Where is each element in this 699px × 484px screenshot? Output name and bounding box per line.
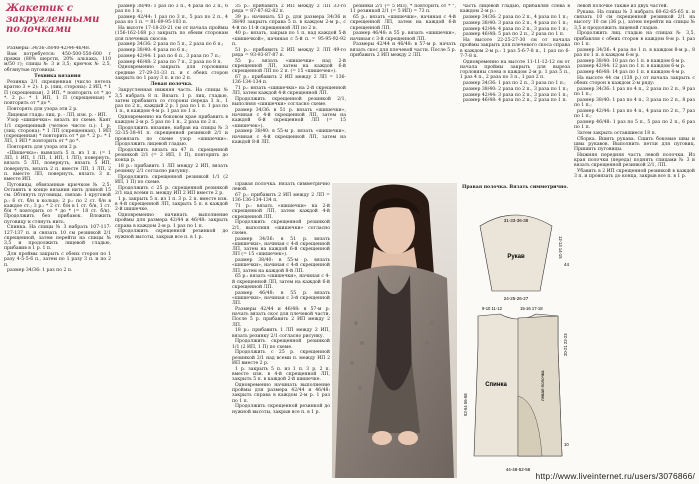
paragraph: размер 46/48: 5 раз по 2 п., 2 раза по 1 п. [463,32,565,38]
paragraph: Продолжить скрещенной резинкой 2/1, выполняя «шишечки» согласно схеме. [232,96,346,107]
bottom-width-dim: 44-48-52-56 [505,467,531,472]
paragraph: размер 34/36: 1 раз по 4 п., 2 раза по 2 п., 9 раз по 1 п.; [574,86,695,97]
paragraph: размер 42/44: 12 раз по 1 п. в каждом 6-м р. [577,64,686,70]
paragraph: Для проймы закрыть с обеих сторон по 1 разу 4-5-5-6 п., затем по 1 разу 3 п. и по 2 п. [4,252,111,268]
paragraph: Закругленная нижняя часть. На спицы № 3,5 набрать 8 п. Вязать 1 р. лиц. гладью, затем прибавить со стороны переда 3 п., 1 раз по 2 п., каждый 2 р. 1 раз по 1 п. 1 раз по 1 п., в каждом 4-м р. 1 раз по 1 п. [115,88,228,115]
paragraph: Убавить в 2 ИП скрещенной резинкой в каждой 3 п. и провязать до конца, закрыв все п. в 1 р. [574,169,695,180]
technique-heading: Техника вязания [34,73,81,79]
paragraph: 18 р.: прибавить 1 ЛП между 2 ИП, вязать резинку 2/1 согласно рисунку. [232,328,330,339]
paragraph: Пуговицы, обвязанные крючком № 2,5: Оставить в конце вязания нить длиной 15 см. Обтянуть пуговицы, связав: 1 круговой р.: 6 ст. б/н в кольцо; 2 р.: по 2 ст. б/н в каждое ст.; 3 р.: * 2 ст. б/н в 1 ст. б/н, 1 ст. б/н * повторить от * до * (= 18 ст. б/н). Продолжить без прибавок. Вложить пуговицу и стянуть нить. [4,182,111,225]
sleeve-height-dim: 44 [564,262,570,267]
pattern-diagram-svg [460,196,570,478]
paragraph: 67 р.: прибавить 2 ИП между 2 ЛП = 136-136-134-134 п. [232,193,330,204]
paragraph: Продолжить скрещенной резинкой до нужной высоты, закрыв все п. в 1 р. [232,404,330,415]
paragraph: Одновременно на высоте 11-11-12-12 см от начала проймы закрыть для выреза горловины слева в каждом 2-м р. 1 раз 5 п., 1 раз 4 п., 2 раза по 3 п., 1 раз 2 п. [460,59,570,81]
paragraph: Узор «шишечки»: вязать по схеме. Кант 1/1 скрещенный (четное число п.): 1 р. (лиц. сторона): * 1 ЛП (скрещенная), 1 ИП (скрещенная) * повторить от * до *. 2 р.: * 1 ЛП, 1 ИП * повторить от * до *. [4,118,111,145]
paragraph: размер 34/36: 1 раз по 2 п. [7,268,73,274]
paragraph: Резинка 2/1 скрещенная (число петель кратно 3 + 2): 1 р. (лиц. сторона): 2 ИП, * 1 П (скрещенная), 2 ИП, * повторить от * до *. 2 р.: * 1 ИП, 1 П (скрещенная) * повторить от * до *. [4,80,111,106]
paragraph: 67 р.: прибавить 2 ИП между 2 ЛП = 136-136-134-134 п. [232,74,346,85]
paragraph: Правая полочка. Вязать симметрично. [462,185,568,190]
paragraph: размер 38/40: 1 раз по 4 п., 3 раза по 2 п., 8 раз по 1 п.; [574,97,695,108]
paragraph: Спинка. На спицы № 3 набрать 107-117-127-137 п. и связать 10 см резинкой 2/1 скрещенной, затем перейти на спицы № 3,5 и продолжить лицевой гладью, прибавив в 1 р. 1 п. [4,225,111,252]
paragraph: размер 46/48: в 55 р. вязать «шишечки», начиная с 3-й скрещенной ЛП. [232,290,330,306]
paragraph: размер 34/36: 4 раза по 1 п. в каждом 8-м р., 8 раз по 1 п. в каждом 6-м р. [574,47,695,58]
paragraph: размер 42/44: 3 раза по 2 п., 3 раза по 1 п.; [463,92,569,98]
paragraph: 51 р.: прибавить 2 ИП между 2 ЛП 49-го ряда = 93-93-87-87 п. [232,47,346,58]
paragraph: Продолжить скрещенной резинкой 1/1 (2 ИП, 1 П) по схеме. [115,174,228,185]
paragraph: 1 р. закрыть 5 п. из 1 п. 3 р. 2 п. вместе изн. в 4-й скрещенной ЛП, закрыть 5 п. в каждой 2-й шишечке. [115,196,228,213]
paragraph: 71 р.: вязать «шишечки» на 2-й скрещенной ЛП, затем каждой 4-й скрещенной ЛП. [232,85,346,96]
paragraph: размер 46/48: 14 раз по 1 п. в каждом 4-м р. [577,70,686,75]
paragraph: Продолжить с 25 р. скрещенной резинкой 2/1 над всеми п. между ИП 2 ИП вместе 2 р. [232,350,330,366]
pattern-diagram [460,196,570,478]
model-photo [332,183,457,478]
paragraph: размер 46/48: 4 раза по 2 п., 2 раза по 1 п. [463,98,567,104]
paragraph: Продолжить скрещенной резинкой 1/1 (2 ИП, 1 П) по схеме. [232,339,330,350]
back-label: Спинка [485,382,507,388]
sleeve-top-dim: 31-33-36-38 [503,218,529,223]
armhole-dim: 20-21 22-23 [563,333,568,356]
front-label: левая полочка [540,370,545,401]
paragraph: размер 46/48: 2 раза по 7 п., 2 раза по 8 п. [118,59,222,65]
section-heading: Левая полочка. [150,82,193,87]
paragraph: Одновременно начинать выполнение проймы для размера 42/44 и 46/48: закрыть справа в каждом 2-м р. 1 раз по 1 п. [232,382,330,404]
paragraph: 65 р.: вязать «шишечки», начиная с 4-й скрещенной ЛП, затем на каждой 6-й скрещенной ЛП. [232,274,330,290]
paragraph: размер 42/44: 1 раз по 4 п., 4 раза по 2 п., 7 раз по 1 п.; [574,108,695,119]
photo-illustration [332,183,457,478]
paragraph: Нижняя передняя часть левой полочки. Из края полочки (переда) поднять спицами № 3 и вязать скрещенной резинкой 2/1, ЛП. [574,152,695,169]
paragraph: размер 46/48: в 55 р. вязать «шишечки», начиная с 3-й скрещенной ЛП. [350,31,456,42]
paragraph: размер 34/36: в 51 р. вязать «шишечки», начиная с 4-й скрещенной ЛП, затем на каждой 6-й скрещенной ЛП (= 15 «шишечек»). [232,236,330,258]
paragraph: Одновременно закрыть для горловины средние 27-29-31-33 п. и с обеих сторон закрыть по 1 разу 3 п. и по 2 п. [115,65,228,81]
paragraph: 35 р.: прибавить 2 ИП между 2 ЛП 33-го ряда = 87-87-82-82 п. [232,4,346,15]
back-neck-dim: 15-16 17-18 [520,306,543,311]
paragraph: размер 38/40: 2 раза по 2 п., 3 раза по 1 п.; [463,86,569,92]
column-6 [574,4,695,478]
paragraph: Повторять для узора эти 2 р. [7,145,78,150]
column-5 [460,4,570,184]
paragraph: 65 р.: вязать «шишечки», начиная с 4-й скрещенной ЛП, затем на каждой 6-й скрещенной ЛП. [350,15,456,31]
materials-text: Вам потребуется: 450-500-550-600 г пряжи (80% шерсти, 20% альпака, 110 м/50 г); спицы № 3 и 3,5; крючок № 2,5, обтянутые пуговицы. [4,51,111,73]
column-3 [232,4,346,179]
column-2 [115,4,228,472]
paragraph: Рукава. На спицы № 3 набрать 60-62-65-65 п. и связать 10 см скрещенной резинкой 2/1 на высоту 10 см (36 р.), затем перейти на спицы № 3,5 и продолжить лицевой гладью. [574,9,695,31]
paragraph: 39 р.: начинать 53 р. для размера 34/36 и 38/40 закрыть справа 5 п. в каждом 2-м р., с 4-й по 11-й скрещенной ЛП по 2 п. [232,15,346,31]
paragraph: размер 42/44: 1 раз по 6 п., 3 раза по 7 п.; [118,53,221,59]
sleeve-shape [480,215,552,291]
paragraph: 55 р.: вязать «шишечки» над 2-й скрещенной ЛП, затем на каждой 6-й скрещенной ЛП по 2 п. (= 15 «шишечек»). [232,58,346,74]
paragraph: 71 р.: вязать «шишечки» на 2-й скрещенной ЛП, затем каждой 4-й скрещенной ЛП. [232,204,330,220]
paragraph: размер 38/40: 4 раза по 6 п.; [118,48,188,53]
source-url-watermark: http://www.liveinternet.ru/users/3076866/ [535,471,695,481]
paragraph: Одновременно начинать выполнение проймы для размера 42/44 и 46/48: закрыть справа в каждом 2-м р. 1 раз по 1 п. [115,213,228,229]
paragraph: размер 38/40: в 55-м р. вязать «шишечки», начиная с 4-й скрещенной ЛП, затем на каждой 8-й ЛП. [232,258,330,274]
sizes-text: Размеры: 34/36-38/40-42/44-46/48. [7,46,91,51]
paragraph: Затем закрыть оставшиеся 18 п. [577,130,657,136]
paragraph: размер 34/36: 2 раза по 2 п., 4 раза по 1 п.; [463,15,569,20]
paragraph: левой полочке также из двух частей. [577,4,668,9]
paragraph: Продолжить с 25 р. скрещенной резинкой 2/1 над всеми п. между ИП 2 ИП вместе 2 р. [115,185,228,196]
back-shoulder-dim: 9-10 11-12 [482,306,502,311]
column-1 [4,46,111,478]
paragraph: часть лицевой гладью, прибавляя слева в каждом 2-м р.: [460,4,570,15]
body-height-dim: 52-54 56-58 [463,393,468,416]
sleeve-side-dim: 12-13 14-15 [558,236,563,259]
paragraph: размер 38/40: 10 раз по 1 п. в каждом 6-м р. [577,58,686,64]
column-3-lower [232,182,330,474]
paragraph: размер 34/36: 1 раз по 2 п., 3 раза по 1 п.; [463,81,566,86]
paragraph: Лицевая гладь: лиц. р. - ЛП, изн. р. - ИП. [7,112,108,118]
paragraph: Размеры 42/44 и 46/48: в 57-м р. начать вязать скос для плечевой части. После 5 р. прибавить 2 ИП между 2 ЛП. [232,306,330,328]
paragraph: На высоте 44 см (138 р.) от начала закрыть с обеих сторон в каждом 2-м ряду: [574,75,695,86]
paragraph: Продолжить лиц. гладью на спицах № 3,5, прибавляя с обеих сторон в каждом 8-м р. 1 раз по 1 п. [574,31,695,47]
paragraph: размер 38/40: в 55-м р. вязать «шишечки», начиная с 4-й скрещенной ЛП, затем на каждой 8-й ЛП. [232,129,346,145]
paragraph: Одновременно на боковом крае прибавить в каждом 2-м р. 5 раз по 1 п., 2 раза по 2 п. [115,115,228,126]
paragraph: Размеры 42/44 и 46/48: в 57-м р. начать вязать скос для плечевой части. После 5 р. прибавить 2 ИП между 2 ЛП. [350,42,456,58]
paragraph: размер 46/48: 1 раз по 5 п., 5 раз по 2 п., 6 раз по 1 п. [574,119,695,130]
paragraph: Правая полочка. Вязать симметрично левой. [232,182,330,193]
paragraph: резинки 2/1 (= 5 ИП), * повторить от * ", 11 резинкой 2/1 (= 5 ИП) = 73 п. [350,4,456,15]
paragraph: размер 42/44: 4 раза по 2 п., 3 раза по 1 п.; [463,26,569,32]
paragraph: Сборка. Вшить рукава. Сшить боковые швы и швы рукавов. Выполнить петли для пуговиц. Пришить пуговицы. [574,136,695,152]
paragraph: размер 34/36: 2 раза по 5 п., 2 раза по 6 п.; [118,42,224,48]
paragraph: размер 38/40: 1 раз по 3 п., 4 раза по 2 п., 6 раз по 1 п.; [115,4,228,15]
column-4 [350,4,456,179]
cuff-dim: 10 [564,442,569,447]
paragraph: Продолжить скрещенной резинкой 2/1, выполняя «шишечки» согласно схеме. [232,220,330,236]
page-title: Жакетик с закругленными полочками [6,3,100,35]
paragraph: На высоте 22-25-27-30 см от начала проймы закрыть для плечевого скоса справа в каждом 2-м р.: 1 раз 5-6-7-8 п., 1 раз по 6-7-7-8 п. [460,38,570,59]
paragraph: 18 р.: прибавить 1 ЛП между 2 ИП, вязать резинку 2/1 согласно рисунку. [115,163,228,174]
paragraph: Продолжить скрещенной резинкой до нужной высоты, закрыв все п. в 1 р. [115,229,228,240]
paragraph: 1 р. закрыть 5 п. из 1 п. 3 р. 2 п. вместе изн. в 4-й скрещенной ЛП, закрыть 5 п. в каждой 2-й шишечке. [232,366,330,382]
paragraph: 40 р.: вязать, закрыв по 1 п. над каждой 5-й «шишечкой», начиная с 5-й п. = 95-95-92-92 п. [232,31,346,47]
paragraph: Продолжить вязание, набрав на спицы № 3 32-35-38-41 п. скрещенной резинкой 2/1 и провязать по схеме узор «шишечки». Продолжить лицевой гладью. [115,126,228,147]
paragraph: размер 42/44: 1 раз по 3 п., 5 раз по 2 п., 4 раза по 1 п. = 81-89-95-103 п. [115,15,228,26]
paragraph: размер 38/40: 3 раза по 2 п., 4 раза по 1 п.; [463,20,569,26]
paragraph: На высоте 17-18-20-21 см от начала проймы (156-162-168 р.) закрыть по обеим сторонам для плечевых скосов: [115,26,228,42]
paragraph: Продолжить вязать на 47 п. скрещенной резинкой 2/1 (= 2 ИП, 1 П), повторить до конца р. [115,147,228,163]
paragraph: размер 34/36: в 51 р. вязать «шишечки», начиная с 4-й скрещенной ЛП, затем на каждой 6-й скрещенной ЛП (= 15 «шишечек»). [232,107,346,129]
paragraph: «Шишечка»: вывязать 5 п. из 1 п. (= 1 ЛП, 1 ИП, 1 ЛП, 1 ИП, 1 ЛП), повернуть, вязать 5 ЛП, повернуть, вязать 5 ИП, повернуть, вязать 2 п. вместе ЛП, 1 ЛП, 2 п. вместе ЛП, повернуть, вязать 3 п. вместе ИП. [4,150,111,182]
sleeve-bottom-dim: 24-25-26-27 [503,296,529,301]
sleeve-label: Рукав [507,254,525,260]
paragraph: Повторять для узора эти 2 р. [7,106,78,112]
